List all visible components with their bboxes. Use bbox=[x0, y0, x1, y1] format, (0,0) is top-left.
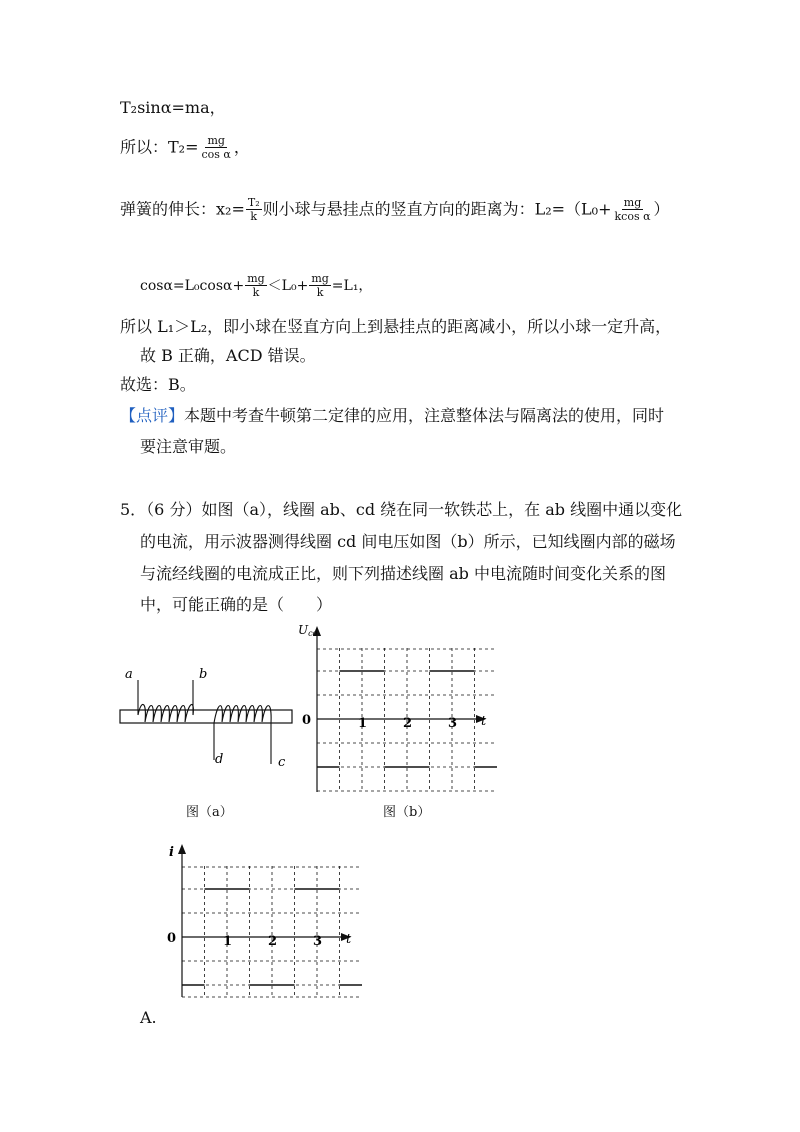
tick-label: 3 bbox=[448, 716, 458, 731]
tick-labels bbox=[358, 716, 457, 731]
tick-labels bbox=[223, 934, 322, 949]
question-line-3 bbox=[140, 563, 666, 585]
numerator: mg bbox=[311, 272, 329, 285]
eq-t2-sin bbox=[120, 97, 226, 119]
eq-text: ＜L₀+ bbox=[267, 278, 309, 294]
y-axis-arrow bbox=[178, 844, 186, 854]
figure-a-coils bbox=[115, 660, 300, 775]
numerator: mg bbox=[207, 134, 225, 147]
fraction bbox=[200, 135, 233, 161]
comment-tag: 【点评】 bbox=[120, 406, 185, 425]
eq-spring bbox=[120, 197, 670, 223]
origin-label: 0 bbox=[302, 713, 312, 728]
tick-label: 2 bbox=[268, 934, 278, 949]
chart-option-a bbox=[155, 842, 365, 1002]
eq-text: 则小球与悬挂点的竖直方向的距离为：L₂=（L₀+ bbox=[262, 199, 612, 219]
label-d: d bbox=[215, 752, 224, 767]
eq-t2 bbox=[120, 135, 250, 161]
eq-text: 所以：T₂= bbox=[120, 137, 199, 157]
chart-ucd bbox=[290, 620, 500, 800]
y-label: Ucd bbox=[298, 623, 318, 638]
body-text: 要注意审题。 bbox=[140, 437, 237, 456]
t-label: t bbox=[346, 932, 352, 947]
question-text: 5．（6 分）如图（a），线圈 ab、cd 绕在同一软铁芯上，在 ab 线圈中通以变化 bbox=[120, 500, 683, 519]
fraction bbox=[246, 197, 262, 223]
label-b: b bbox=[199, 667, 208, 682]
eq-text: ， bbox=[233, 137, 250, 157]
t-label: t bbox=[481, 714, 487, 729]
tick-label: 2 bbox=[403, 716, 413, 731]
question-text: 中，可能正确的是（ ） bbox=[140, 595, 333, 614]
tick-label: 1 bbox=[358, 716, 368, 731]
fraction bbox=[309, 273, 330, 299]
tick-label: 3 bbox=[313, 934, 323, 949]
label-a: a bbox=[125, 667, 133, 682]
question-text: 的电流，用示波器测得线圈 cd 间电压如图（b）所示，已知线圈内部的磁场 bbox=[140, 532, 676, 551]
question-line-1 bbox=[120, 499, 682, 521]
eq-text: ） bbox=[653, 199, 670, 219]
y-label: i bbox=[169, 845, 174, 860]
eq-text: T₂sinα=ma， bbox=[120, 98, 226, 117]
eq-compare bbox=[140, 273, 372, 299]
caption-b: 图（b） bbox=[383, 805, 431, 820]
answer-line bbox=[120, 374, 196, 396]
tick-label: 1 bbox=[223, 934, 233, 949]
comment-line bbox=[120, 405, 664, 427]
question-line-2 bbox=[140, 531, 676, 553]
origin-label: 0 bbox=[167, 931, 177, 946]
numerator: mg bbox=[247, 272, 265, 285]
body-text: 故选：B。 bbox=[120, 375, 196, 394]
body-text: 故 B 正确，ACD 错误。 bbox=[140, 346, 316, 365]
numerator: T₂ bbox=[247, 196, 260, 209]
denominator: k bbox=[252, 286, 260, 299]
caption-a: 图（a） bbox=[186, 805, 233, 820]
body-text: 本题中考查牛顿第二定律的应用，注意整体法与隔离法的使用，同时 bbox=[184, 406, 665, 425]
conclusion-line-2 bbox=[140, 345, 316, 367]
fraction bbox=[613, 197, 653, 223]
body-text: 所以 L₁＞L₂，即小球在竖直方向上到悬挂点的距离减小，所以小球一定升高， bbox=[120, 317, 672, 336]
label-c: c bbox=[278, 755, 286, 770]
question-text: 与流经线圈的电流成正比，则下列描述线圈 ab 中电流随时间变化关系的图 bbox=[140, 564, 666, 583]
question-line-4 bbox=[140, 594, 332, 616]
eq-text: cosα=L₀cosα+ bbox=[140, 278, 245, 294]
denominator: k bbox=[250, 210, 258, 223]
fraction bbox=[245, 273, 266, 299]
denominator: kcos α bbox=[614, 210, 651, 223]
eq-text: 弹簧的伸长：x₂= bbox=[120, 199, 245, 219]
denominator: k bbox=[316, 286, 324, 299]
chart-a-grid bbox=[182, 866, 362, 997]
eq-text: =L₁， bbox=[331, 278, 373, 294]
option-a-label: A. bbox=[140, 1008, 157, 1027]
comment-line-2 bbox=[140, 436, 236, 458]
denominator: cos α bbox=[201, 148, 231, 161]
conclusion-line bbox=[120, 316, 671, 338]
numerator: mg bbox=[623, 196, 642, 209]
